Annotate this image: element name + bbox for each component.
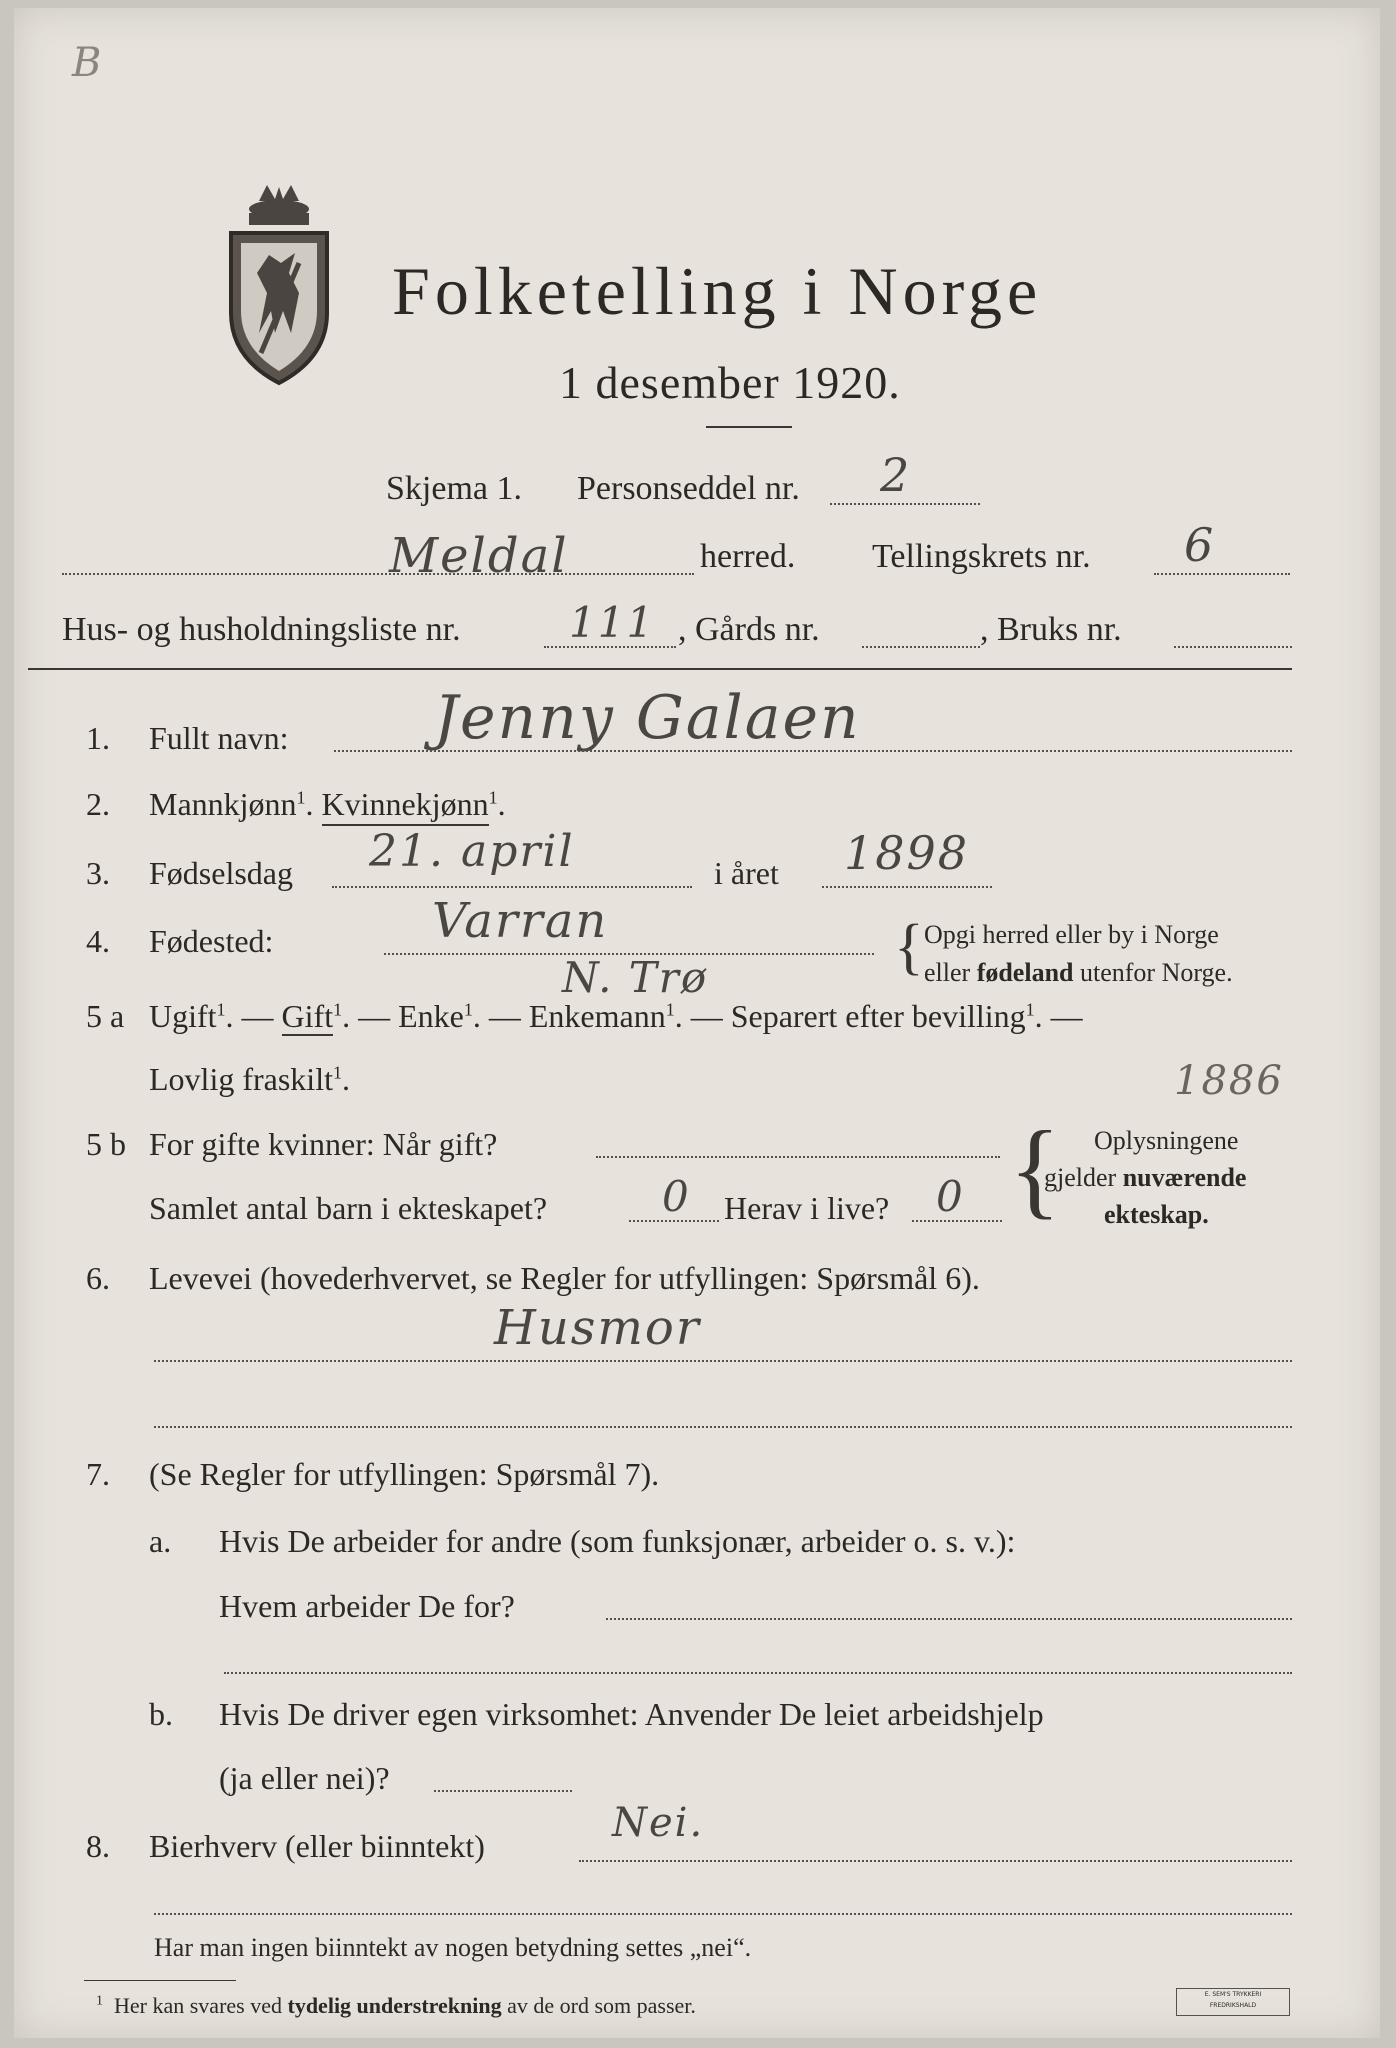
married-option[interactable]: Gift: [281, 998, 334, 1034]
q7b-letter: b.: [149, 1696, 173, 1732]
q3-line: [332, 886, 692, 888]
title-divider: [706, 426, 792, 428]
q5b-label: For gifte kvinner: Når gift?: [149, 1126, 498, 1162]
q1-label: Fullt navn:: [149, 720, 289, 756]
personseddel-label: Personseddel nr.: [577, 470, 800, 507]
footer-note: Har man ingen biinntekt av nogen betydning settes „nei“.: [154, 1933, 752, 1962]
q7b-answer-line: [434, 1790, 572, 1792]
herred-label: herred.: [700, 538, 796, 575]
q6-line2: [154, 1426, 1292, 1428]
birthplace-value[interactable]: Varran: [432, 893, 609, 949]
husholdning-line: [544, 646, 676, 648]
footnote-divider: [84, 1980, 236, 1981]
birth-year-line: [822, 886, 992, 888]
unmarried-option[interactable]: Ugift: [149, 998, 217, 1034]
q7a-label: Hvis De arbeider for andre (som funksjonær, arbeider o. s. v.):: [219, 1523, 1016, 1559]
q5b-note-line1: Oplysningene: [1094, 1126, 1239, 1155]
children-line: [629, 1220, 719, 1222]
herred-value[interactable]: Meldal: [389, 528, 569, 584]
census-date: 1 desember 1920.: [559, 357, 901, 408]
printer-stamp: E. SEM'S TRYKKERI FREDRIKSHALD: [1176, 1988, 1290, 2016]
herred-line: [62, 573, 694, 575]
alive-label: Herav i live?: [724, 1190, 890, 1226]
census-form-page: [14, 8, 1380, 2038]
q4-note-line2: eller fødeland utenfor Norge.: [924, 958, 1233, 987]
q7a-employer-line: [606, 1618, 1292, 1620]
gards-label: , Gårds nr.: [678, 611, 820, 648]
side-income-value[interactable]: Nei.: [612, 1800, 705, 1846]
bruks-label: , Bruks nr.: [980, 611, 1122, 648]
q7a-letter: a.: [149, 1523, 172, 1559]
corner-mark: B: [72, 40, 104, 86]
q6-label: Levevei (hovederhvervet, se Regler for utfyllingen: Spørsmål 6).: [149, 1260, 980, 1296]
birthplace-region-value[interactable]: N. Trø: [562, 953, 709, 1002]
q3-number: 3.: [86, 855, 110, 891]
q1-line: [334, 750, 1292, 752]
q5b-note-line2: gjelder nuværende: [1044, 1163, 1247, 1192]
header-divider: [28, 668, 1292, 670]
q7a-employer-line2: [224, 1672, 1292, 1674]
q5b-number: 5 b: [86, 1126, 126, 1162]
personseddel-line: [830, 503, 980, 505]
form-title: Folketelling i Norge: [392, 253, 1043, 329]
female-option[interactable]: Kvinnekjønn: [322, 786, 489, 826]
birthdate-value[interactable]: 21. april: [369, 826, 575, 877]
children-value[interactable]: 0: [662, 1172, 691, 1221]
q7b-answer-label: (ja eller nei)?: [219, 1760, 390, 1796]
birth-year-label: i året: [714, 855, 779, 891]
skjema-label: Skjema 1.: [386, 470, 522, 507]
husholdning-label: Hus- og husholdningsliste nr.: [62, 611, 461, 648]
q2-number: 2.: [86, 786, 110, 822]
tellingskrets-label: Tellingskrets nr.: [872, 538, 1091, 575]
tellingskrets-value[interactable]: 6: [1184, 518, 1216, 572]
personseddel-value[interactable]: 2: [880, 448, 912, 502]
q7-number: 7.: [86, 1456, 110, 1492]
marriage-year-value[interactable]: 1886: [1174, 1058, 1284, 1104]
husholdning-value[interactable]: 111: [569, 598, 656, 647]
q7b-label: Hvis De driver egen virksomhet: Anvender De leiet arbeidshjelp: [219, 1696, 1044, 1732]
bruks-line: [1174, 646, 1292, 648]
footnote: $^1$ Her kan svares ved tydelig understrekning av de ord som passer.: [96, 1993, 696, 2018]
q8-number: 8.: [86, 1828, 110, 1864]
q6-number: 6.: [86, 1260, 110, 1296]
gards-line: [862, 646, 980, 648]
q5b-when-line: [596, 1156, 1000, 1158]
male-option[interactable]: Mannkjønn: [149, 786, 297, 822]
q8-label: Bierhverv (eller biinntekt): [149, 1828, 485, 1864]
alive-line: [912, 1220, 1002, 1222]
q8-line2: [154, 1913, 1292, 1915]
q5b-note-line3: ekteskap.: [1104, 1200, 1209, 1229]
q5a-number: 5 a: [86, 998, 125, 1034]
q4-number: 4.: [86, 923, 110, 959]
q5b-note-brace: {: [1009, 1110, 1061, 1229]
children-label: Samlet antal barn i ekteskapet?: [149, 1190, 548, 1226]
q7a-employer-label: Hvem arbeider De for?: [219, 1588, 515, 1624]
q4-line: [384, 953, 874, 955]
full-name-value[interactable]: Jenny Galaen: [434, 683, 861, 753]
q2-gender-options: Mannkjønn$^1$. Kvinnekjønn$^1$.: [149, 786, 506, 823]
q4-note-line1: Opgi herred eller by i Norge: [924, 920, 1219, 949]
q1-number: 1.: [86, 720, 110, 756]
q3-label: Fødselsdag: [149, 855, 293, 891]
q6-line1: [154, 1360, 1292, 1362]
divorced-option[interactable]: Lovlig fraskilt$^1$.: [149, 1061, 350, 1097]
q4-note-brace: {: [894, 913, 924, 981]
norwegian-coat-of-arms-icon: [219, 183, 339, 393]
q7-label: (Se Regler for utfyllingen: Spørsmål 7).: [149, 1456, 660, 1492]
marital-status-options: Ugift$^1$. — Gift$^1$. — Enke$^1$. — Enkemann$^1$. — Separert efter bevilling$^1$. —: [149, 998, 1083, 1034]
alive-value[interactable]: 0: [936, 1172, 965, 1221]
birth-year-value[interactable]: 1898: [844, 826, 970, 880]
q4-label: Fødested:: [149, 923, 274, 959]
tellingskrets-line: [1154, 573, 1290, 575]
q8-line: [579, 1860, 1292, 1862]
occupation-value[interactable]: Husmor: [494, 1300, 701, 1356]
